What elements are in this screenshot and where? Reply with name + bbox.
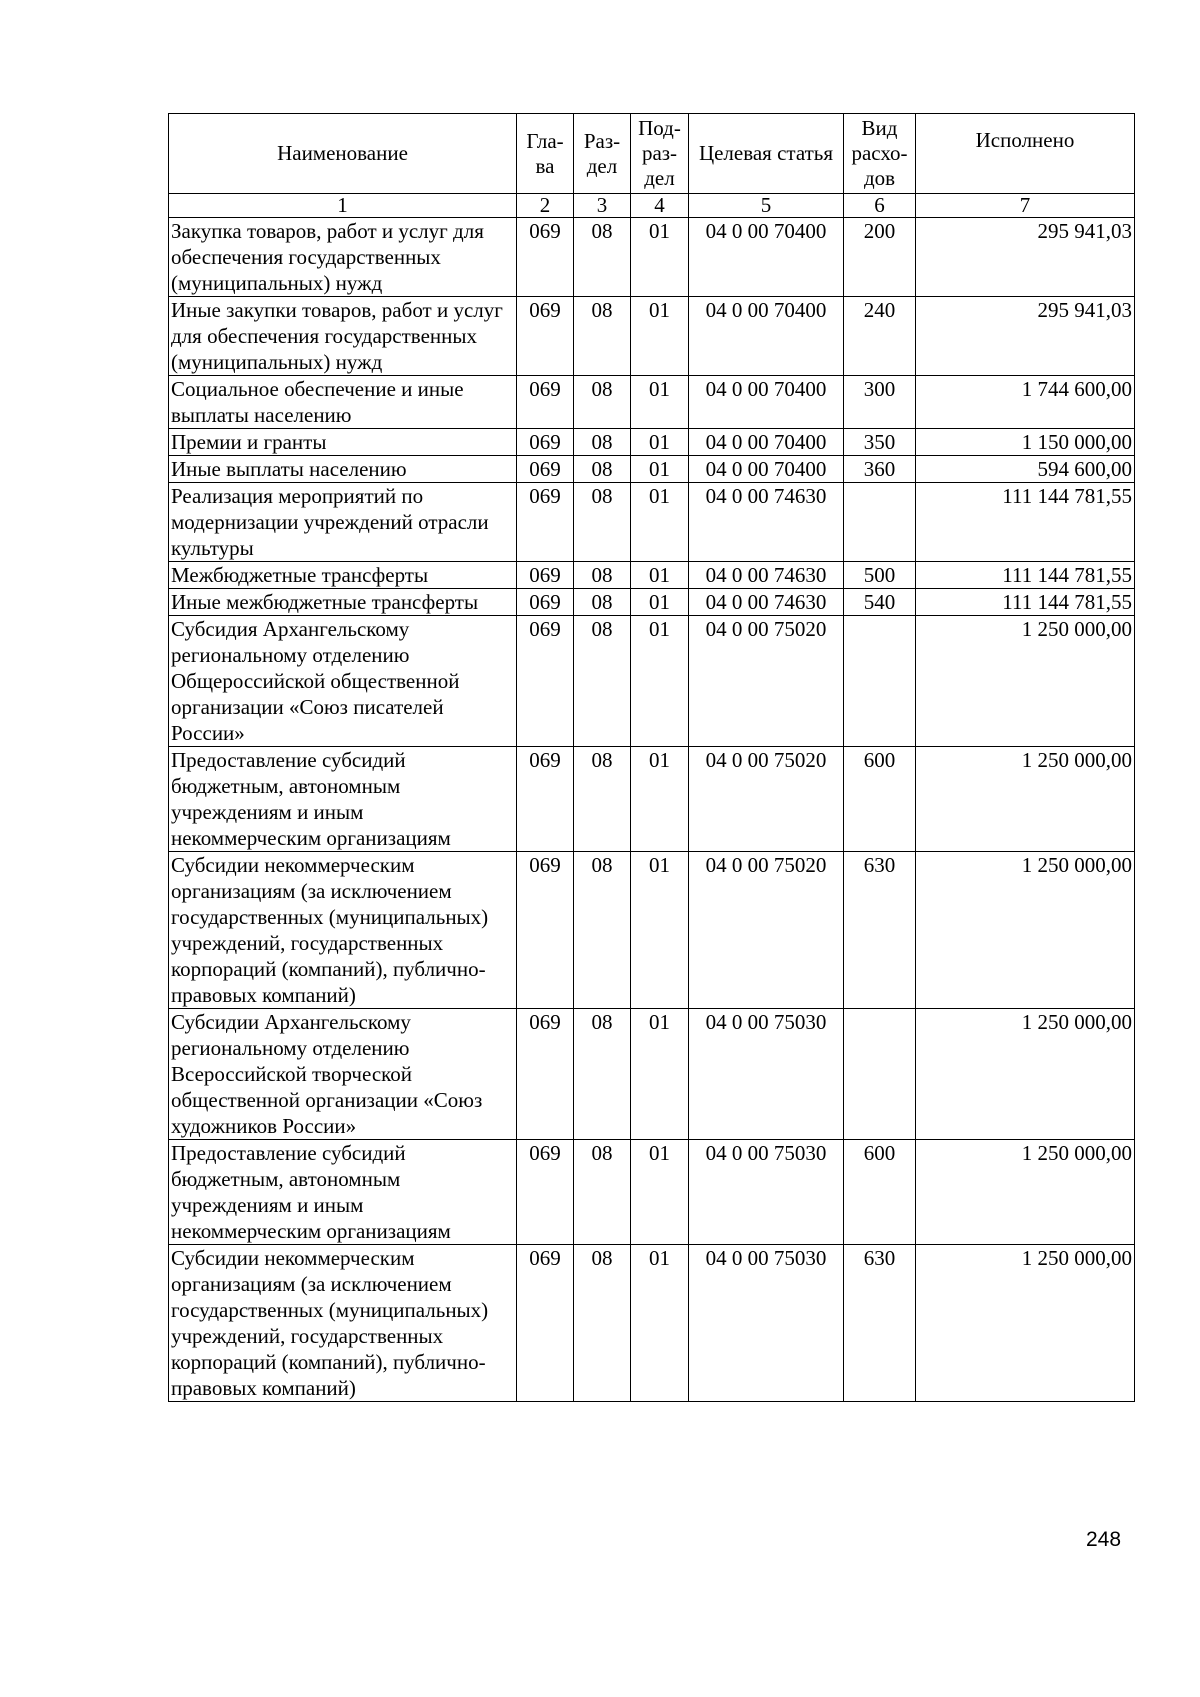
- row-name-cell: Субсидии некоммерческим организациям (за исключением государственных (муниципальных) учреждений, государственных корпораций (компаний), публично-правовых компаний): [169, 852, 517, 1009]
- row-article-cell: 04 0 00 74630: [689, 562, 844, 589]
- row-chapter-cell: 069: [517, 297, 574, 376]
- row-name-cell: Субсидия Архангельскому региональному отделению Общероссийской общественной организации «Союз писателей России»: [169, 616, 517, 747]
- row-amount-cell: 1 250 000,00: [916, 852, 1135, 1009]
- row-section-cell: 08: [574, 562, 631, 589]
- row-amount-cell: 1 744 600,00: [916, 376, 1135, 429]
- row-subsection-cell: 01: [631, 589, 689, 616]
- header-subsection: Под- раз- дел: [631, 114, 689, 194]
- row-expense-type-cell: 630: [844, 852, 916, 1009]
- header-expense-type: Вид расхо- дов: [844, 114, 916, 194]
- row-amount-cell: 594 600,00: [916, 456, 1135, 483]
- row-expense-type-cell: 240: [844, 297, 916, 376]
- row-expense-type-cell: 200: [844, 218, 916, 297]
- header-executed: Исполнено: [916, 114, 1135, 194]
- row-article-cell: 04 0 00 75030: [689, 1009, 844, 1140]
- row-chapter-cell: 069: [517, 747, 574, 852]
- row-article-cell: 04 0 00 70400: [689, 456, 844, 483]
- row-section-cell: 08: [574, 297, 631, 376]
- row-section-cell: 08: [574, 429, 631, 456]
- row-amount-cell: 1 250 000,00: [916, 747, 1135, 852]
- row-article-cell: 04 0 00 75020: [689, 747, 844, 852]
- row-chapter-cell: 069: [517, 589, 574, 616]
- row-subsection-cell: 01: [631, 1140, 689, 1245]
- table-row: [169, 616, 1135, 747]
- row-chapter-cell: 069: [517, 852, 574, 1009]
- table-row: [169, 218, 1135, 297]
- row-subsection-cell: 01: [631, 218, 689, 297]
- row-section-cell: 08: [574, 218, 631, 297]
- row-subsection-cell: 01: [631, 456, 689, 483]
- row-section-cell: 08: [574, 483, 631, 562]
- page-number: 248: [1086, 1528, 1122, 1551]
- row-name-cell: Реализация мероприятий по модернизации учреждений отрасли культуры: [169, 483, 517, 562]
- column-number-row: [169, 194, 1135, 218]
- row-section-cell: 08: [574, 456, 631, 483]
- row-article-cell: 04 0 00 75020: [689, 616, 844, 747]
- row-chapter-cell: 069: [517, 218, 574, 297]
- row-subsection-cell: 01: [631, 297, 689, 376]
- row-name-cell: Предоставление субсидий бюджетным, автономным учреждениям и иным некоммерческим организациям: [169, 1140, 517, 1245]
- row-subsection-cell: 01: [631, 376, 689, 429]
- column-number: 7: [916, 194, 1135, 218]
- row-article-cell: 04 0 00 75020: [689, 852, 844, 1009]
- row-subsection-cell: 01: [631, 747, 689, 852]
- header-name: Наименование: [169, 114, 517, 194]
- row-article-cell: 04 0 00 70400: [689, 218, 844, 297]
- table-row: [169, 1009, 1135, 1140]
- row-amount-cell: 1 250 000,00: [916, 616, 1135, 747]
- column-number: 4: [631, 194, 689, 218]
- row-name-cell: Иные закупки товаров, работ и услуг для обеспечения государственных (муниципальных) нужд: [169, 297, 517, 376]
- row-name-cell: Социальное обеспечение и иные выплаты населению: [169, 376, 517, 429]
- row-expense-type-cell: 360: [844, 456, 916, 483]
- row-expense-type-cell: 630: [844, 1245, 916, 1402]
- row-chapter-cell: 069: [517, 456, 574, 483]
- row-expense-type-cell: 500: [844, 562, 916, 589]
- row-amount-cell: 1 250 000,00: [916, 1245, 1135, 1402]
- table-row: [169, 1245, 1135, 1402]
- row-section-cell: 08: [574, 616, 631, 747]
- table-row: [169, 562, 1135, 589]
- column-number: 2: [517, 194, 574, 218]
- row-article-cell: 04 0 00 70400: [689, 376, 844, 429]
- row-subsection-cell: 01: [631, 483, 689, 562]
- row-name-cell: Предоставление субсидий бюджетным, автономным учреждениям и иным некоммерческим организациям: [169, 747, 517, 852]
- header-chapter: Гла- ва: [517, 114, 574, 194]
- row-chapter-cell: 069: [517, 376, 574, 429]
- row-amount-cell: 1 150 000,00: [916, 429, 1135, 456]
- row-section-cell: 08: [574, 1245, 631, 1402]
- table-row: [169, 852, 1135, 1009]
- row-chapter-cell: 069: [517, 1140, 574, 1245]
- row-section-cell: 08: [574, 852, 631, 1009]
- row-subsection-cell: 01: [631, 562, 689, 589]
- row-amount-cell: 111 144 781,55: [916, 589, 1135, 616]
- row-expense-type-cell: 540: [844, 589, 916, 616]
- row-expense-type-cell: [844, 616, 916, 747]
- table-body: [169, 218, 1135, 1402]
- row-subsection-cell: 01: [631, 429, 689, 456]
- row-section-cell: 08: [574, 376, 631, 429]
- column-number: 1: [169, 194, 517, 218]
- table-row: [169, 297, 1135, 376]
- row-expense-type-cell: 350: [844, 429, 916, 456]
- row-chapter-cell: 069: [517, 616, 574, 747]
- row-subsection-cell: 01: [631, 616, 689, 747]
- row-expense-type-cell: 600: [844, 747, 916, 852]
- row-article-cell: 04 0 00 75030: [689, 1140, 844, 1245]
- row-expense-type-cell: 300: [844, 376, 916, 429]
- row-chapter-cell: 069: [517, 1245, 574, 1402]
- table-row: [169, 429, 1135, 456]
- row-amount-cell: 1 250 000,00: [916, 1140, 1135, 1245]
- header-row: [169, 114, 1135, 194]
- row-section-cell: 08: [574, 1009, 631, 1140]
- row-name-cell: Межбюджетные трансферты: [169, 562, 517, 589]
- row-article-cell: 04 0 00 74630: [689, 589, 844, 616]
- table-row: [169, 747, 1135, 852]
- column-number: 6: [844, 194, 916, 218]
- row-amount-cell: 111 144 781,55: [916, 562, 1135, 589]
- column-number: 5: [689, 194, 844, 218]
- row-subsection-cell: 01: [631, 1245, 689, 1402]
- table-row: [169, 456, 1135, 483]
- table-row: [169, 483, 1135, 562]
- table-row: [169, 1140, 1135, 1245]
- row-chapter-cell: 069: [517, 1009, 574, 1140]
- row-amount-cell: 1 250 000,00: [916, 1009, 1135, 1140]
- row-subsection-cell: 01: [631, 1009, 689, 1140]
- table-row: [169, 376, 1135, 429]
- row-section-cell: 08: [574, 589, 631, 616]
- row-section-cell: 08: [574, 1140, 631, 1245]
- row-chapter-cell: 069: [517, 562, 574, 589]
- table-row: [169, 589, 1135, 616]
- row-name-cell: Премии и гранты: [169, 429, 517, 456]
- header-section: Раз- дел: [574, 114, 631, 194]
- row-amount-cell: 295 941,03: [916, 218, 1135, 297]
- row-subsection-cell: 01: [631, 852, 689, 1009]
- row-amount-cell: 111 144 781,55: [916, 483, 1135, 562]
- row-name-cell: Закупка товаров, работ и услуг для обеспечения государственных (муниципальных) нужд: [169, 218, 517, 297]
- row-amount-cell: 295 941,03: [916, 297, 1135, 376]
- row-name-cell: Субсидии Архангельскому региональному отделению Всероссийской творческой общественной организации «Союз художников России»: [169, 1009, 517, 1140]
- row-name-cell: Иные выплаты населению: [169, 456, 517, 483]
- row-article-cell: 04 0 00 70400: [689, 297, 844, 376]
- row-article-cell: 04 0 00 75030: [689, 1245, 844, 1402]
- row-article-cell: 04 0 00 70400: [689, 429, 844, 456]
- column-number: 3: [574, 194, 631, 218]
- budget-execution-table: [168, 113, 1135, 1402]
- row-expense-type-cell: [844, 483, 916, 562]
- header-article: Целевая статья: [689, 114, 844, 194]
- row-article-cell: 04 0 00 74630: [689, 483, 844, 562]
- row-chapter-cell: 069: [517, 429, 574, 456]
- row-expense-type-cell: [844, 1009, 916, 1140]
- row-expense-type-cell: 600: [844, 1140, 916, 1245]
- row-name-cell: Субсидии некоммерческим организациям (за исключением государственных (муниципальных) учреждений, государственных корпораций (компаний), публично-правовых компаний): [169, 1245, 517, 1402]
- row-section-cell: 08: [574, 747, 631, 852]
- row-chapter-cell: 069: [517, 483, 574, 562]
- row-name-cell: Иные межбюджетные трансферты: [169, 589, 517, 616]
